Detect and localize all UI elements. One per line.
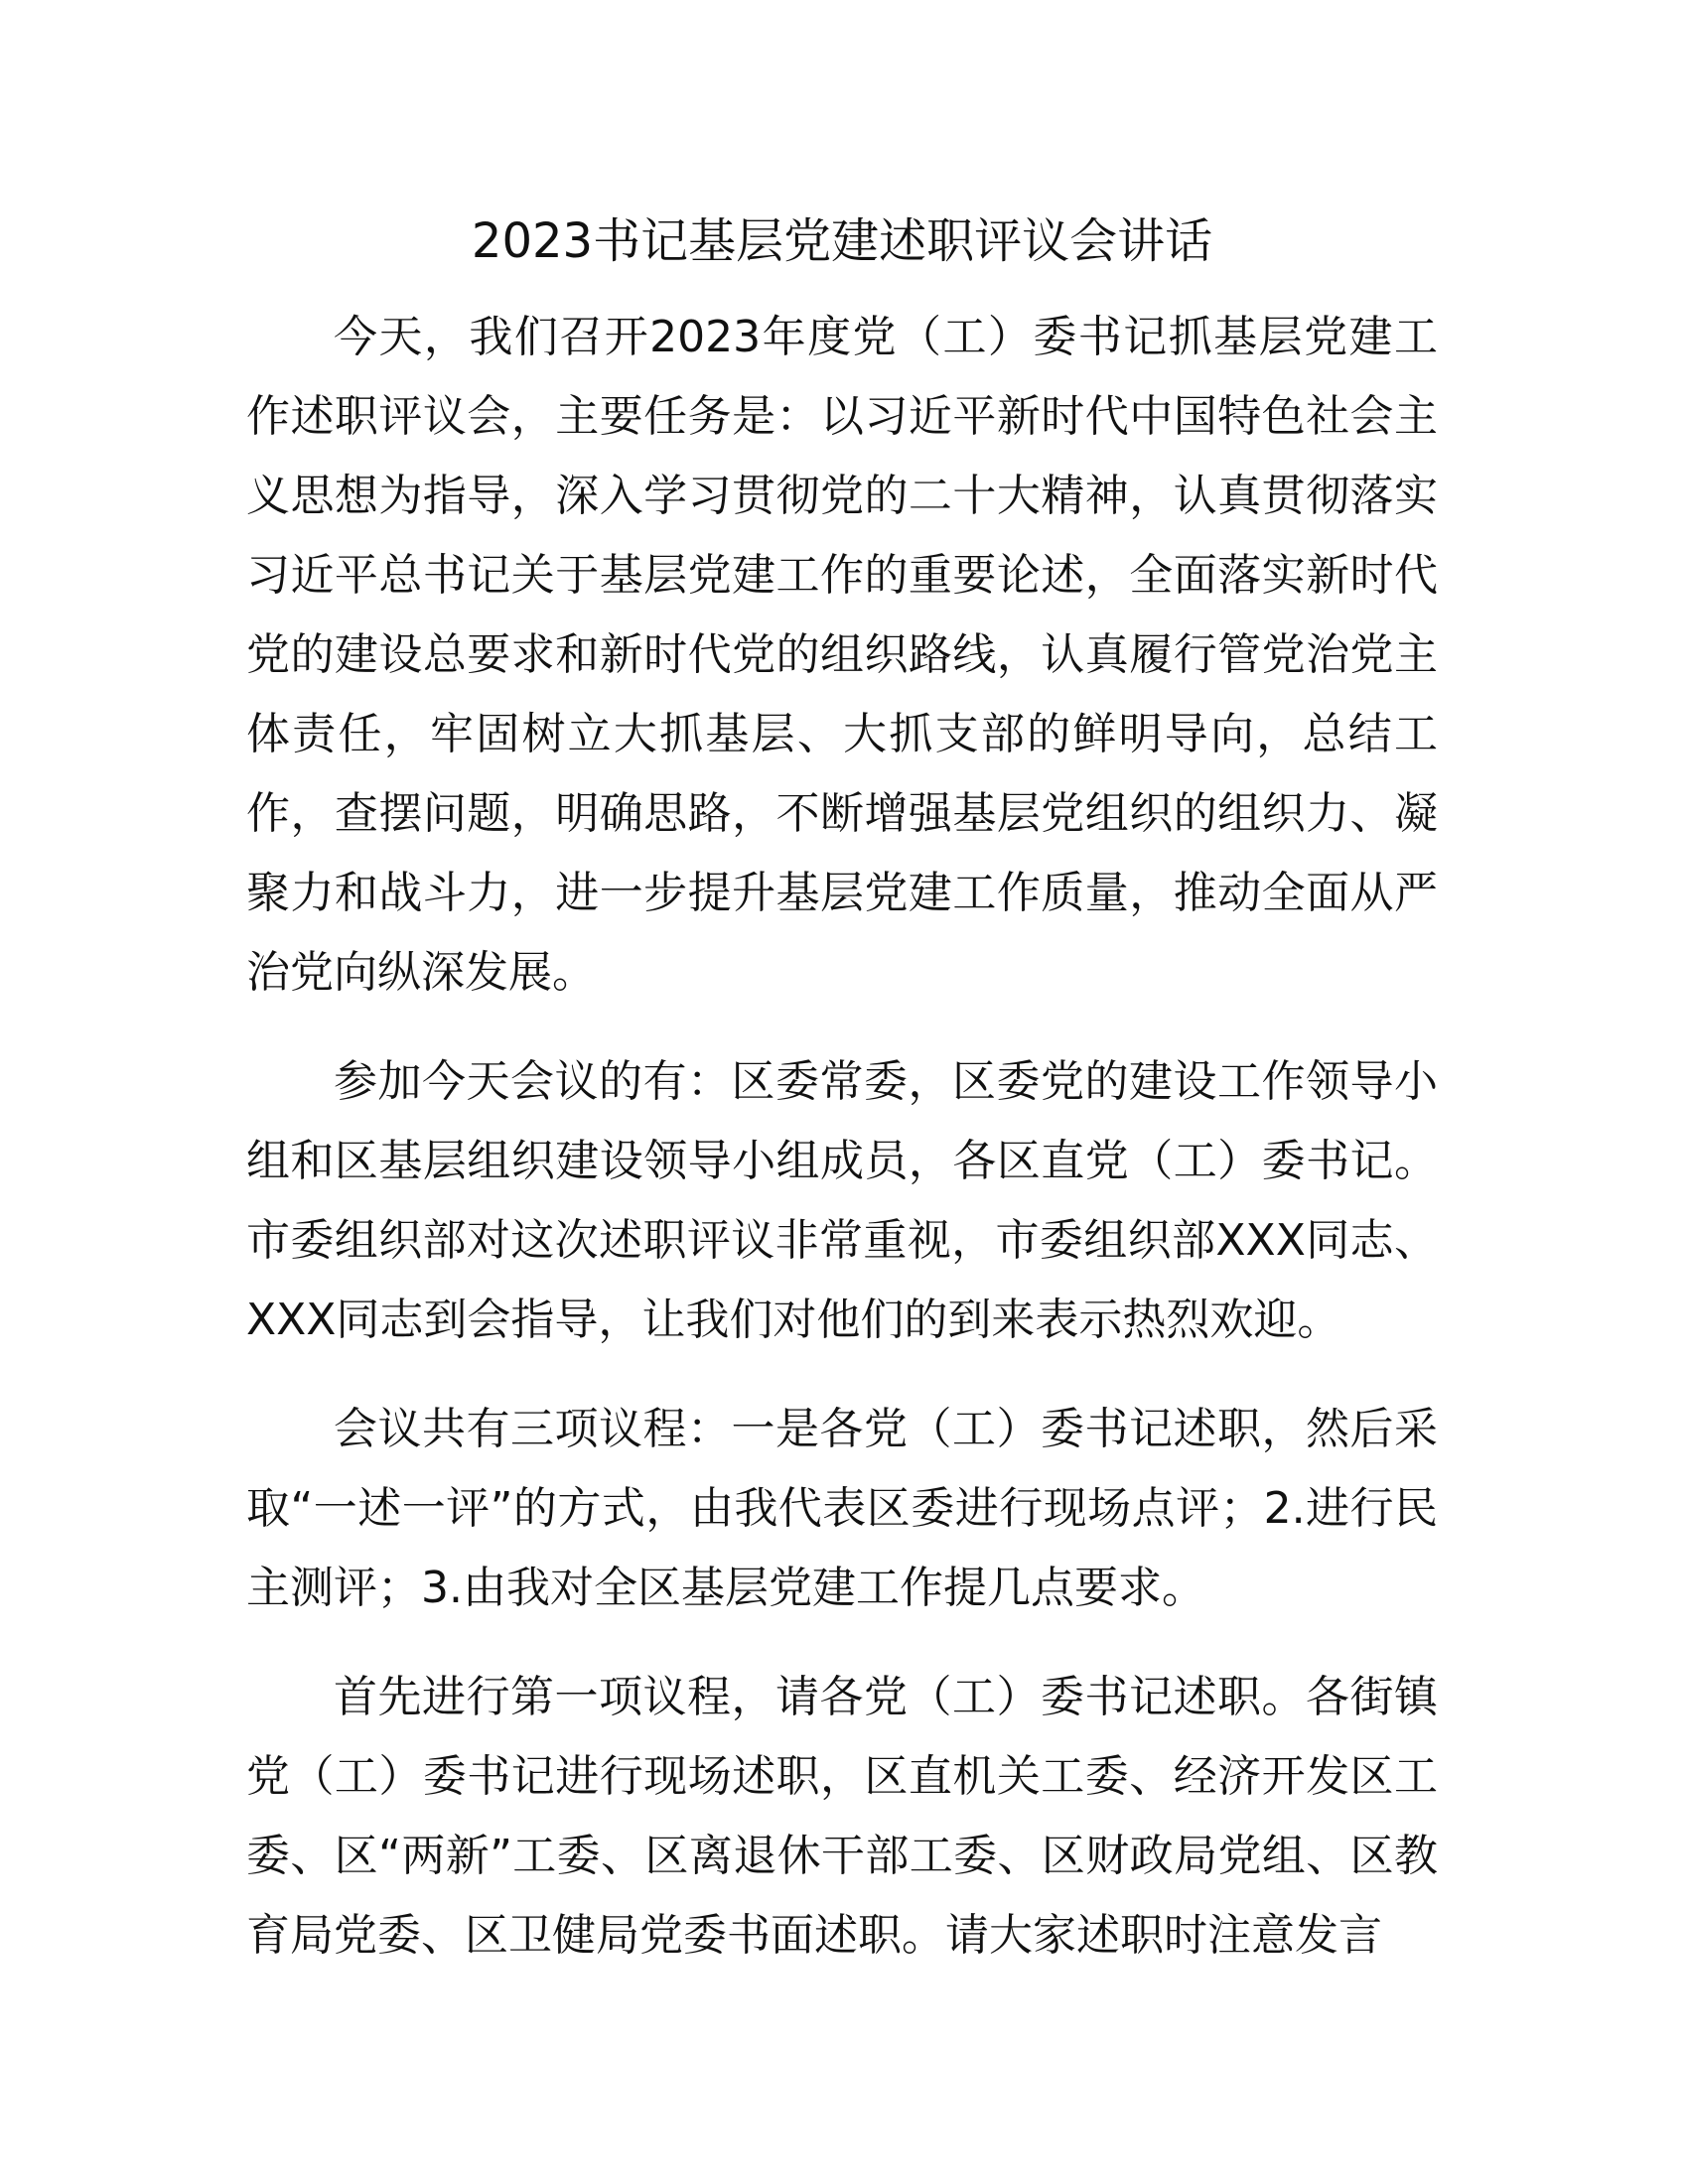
- document-title: 2023书记基层党建述职评议会讲话: [471, 213, 1213, 269]
- paragraph-attendees: 参加今天会议的有：区委常委，区委党的建设工作领导小组和区基层组织建设领导小组成员，各区直党（工）委书记。市委组织部对这次述职评议非常重视，市委组织部XXX同志、XXX同志到会指导，让我们对他们的到来表示热烈欢迎。: [246, 1056, 1438, 1345]
- paragraph-agenda: 会议共有三项议程：一是各党（工）委书记述职，然后采取“一述一评”的方式，由我代表区委进行现场点评；2.进行民主测评；3.由我对全区基层党建工作提几点要求。: [246, 1404, 1438, 1613]
- paragraph-first-item: 首先进行第一项议程，请各党（工）委书记述职。各街镇党（工）委书记进行现场述职，区直机关工委、经济开发区工委、区“两新”工委、区离退休干部工委、区财政局党组、区教育局党委、区卫健局党委书面述职。请大家述职时注意发言: [246, 1672, 1438, 1961]
- document-body: [246, 199, 1438, 2005]
- paragraph-opening: 今天，我们召开2023年度党（工）委书记抓基层党建工作述职评议会，主要任务是：以习近平新时代中国特色社会主义思想为指导，深入学习贯彻党的二十大精神，认真贯彻落实习近平总书记关于基层党建工作的重要论述，全面落实新时代党的建设总要求和新时代党的组织路线，认真履行管党治党主体责任，牢固树立大抓基层、大抓支部的鲜明导向，总结工作，查摆问题，明确思路，不断增强基层党组织的组织力、凝聚力和战斗力，进一步提升基层党建工作质量，推动全面从严治党向纵深发展。: [246, 312, 1438, 998]
